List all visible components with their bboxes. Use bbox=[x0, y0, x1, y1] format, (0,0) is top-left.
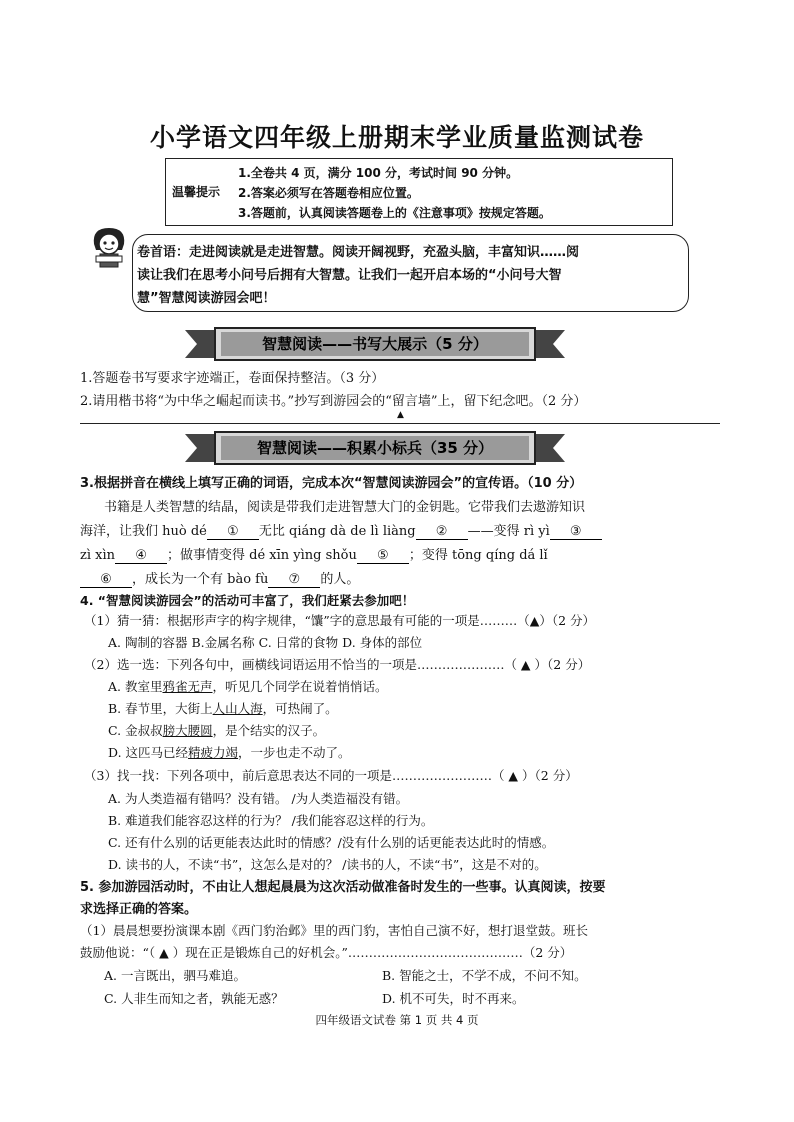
pinyin-text: ；变得 tōng qíng dá lǐ bbox=[408, 548, 548, 563]
option-c: C. 人非生而知之者，孰能无惑？ bbox=[104, 991, 284, 1006]
option-c: C. 还有什么别的话更能表达此时的情感？/没有什么别的话更能表达此时的情感。 bbox=[108, 835, 555, 850]
question-3-line bbox=[80, 520, 602, 540]
pinyin-text: 的人。 bbox=[320, 572, 360, 587]
page-title: 小学语文四年级上册期末学业质量监测试卷 bbox=[149, 123, 644, 152]
option-b: B. 难道我们能容忍这样的行为？ /我们能容忍这样的行为。 bbox=[108, 813, 434, 828]
option-a: A. 一言既出，驷马难追。 bbox=[104, 968, 246, 983]
answer-blank[interactable]: ⑥ bbox=[80, 572, 132, 588]
answer-blank[interactable]: ⑦ bbox=[268, 572, 320, 588]
tip-item: 2.答案必须写在答题卷相应位置。 bbox=[238, 186, 419, 200]
underlined-word: 精疲力竭 bbox=[188, 745, 239, 760]
answer-blank[interactable]: ② bbox=[416, 524, 468, 540]
question-5-1-stem: （1）晨晨想要扮演课本剧《西门豹治邺》里的西门豹，害怕自己演不好，想打退堂鼓。班长 bbox=[80, 923, 588, 938]
intro-line: 卷首语：走进阅读就是走进智慧。阅读开阔视野，充盈头脑，丰富知识……阅 bbox=[137, 245, 580, 260]
answer-blank[interactable]: ③ bbox=[550, 524, 602, 540]
section-banner bbox=[185, 326, 565, 362]
page-footer: 四年级语文试卷 第 1 页 共 4 页 bbox=[315, 1013, 479, 1027]
underlined-word: 鸦雀无声 bbox=[162, 679, 213, 694]
pinyin-text: ，成长为一个有 bào fù bbox=[132, 572, 269, 587]
option-d: D. 机不可失，时不再来。 bbox=[382, 991, 525, 1006]
answer-blank[interactable]: ① bbox=[207, 524, 259, 540]
option-d: D. 读书的人，不读“书”，这怎么是对的？ /读书的人，不读“书”，这是不对的。 bbox=[108, 857, 547, 872]
option-c: C. 金叔叔膀大腰圆，是个结实的汉子。 bbox=[108, 723, 326, 738]
tip-item: 3.答题前，认真阅读答题卷上的《注意事项》按规定答题。 bbox=[238, 206, 551, 220]
triangle-marker-icon: ▲ bbox=[397, 410, 404, 420]
question-5-stem: 5. 参加游园活动时，不由让人想起晨晨为这次活动做准备时发生的一些事。认真阅读，按要 bbox=[80, 880, 606, 895]
pinyin-text: ——变得 rì yì bbox=[467, 524, 550, 539]
question-5-1-stem: 鼓励他说：“（ ▲ ）现在正是锻炼自己的好机会。”……………………………………（2 分） bbox=[80, 945, 573, 960]
question-4-1-stem: （1）猜一猜：根据形声字的构字规律，“馕”字的意思最有可能的一项是………（▲）（2 分） bbox=[84, 613, 596, 628]
option-b: B. 春节里，大街上人山人海，可热闹了。 bbox=[108, 701, 338, 716]
question-4-3-stem: （3）找一找：下列各项中，前后意思表达不同的一项是……………………（ ▲ ）（2 分） bbox=[84, 768, 578, 783]
option-a: A. 为人类造福有错吗？没有错。 /为人类造福没有错。 bbox=[108, 791, 409, 806]
question-3-line bbox=[80, 544, 548, 564]
option-b: B. 智能之士，不学不成，不问不知。 bbox=[382, 968, 587, 983]
question-2: 2.请用楷书将“为中华之崛起而读书。”抄写到游园会的“留言墙”上，留下纪念吧。（2 分） bbox=[80, 394, 587, 409]
question-1: 1.答题卷书写要求字迹端正，卷面保持整洁。（3 分） bbox=[80, 371, 385, 386]
pinyin-text: 无比 qiáng dà de lì liàng bbox=[258, 524, 416, 539]
question-5-stem: 求选择正确的答案。 bbox=[80, 902, 198, 917]
question-4-stem: 4. “智慧阅读游园会”的活动可丰富了，我们赶紧去参加吧！ bbox=[80, 593, 415, 608]
tips-label: 温馨提示 bbox=[172, 185, 221, 199]
answer-blank[interactable]: ④ bbox=[115, 548, 167, 564]
pinyin-text: ；做事情变得 dé xīn yìng shǒu bbox=[167, 548, 357, 563]
pinyin-text: 海洋，让我们 huò dé bbox=[80, 524, 207, 539]
question-4-2-stem: （2）选一选：下列各句中，画横线词语运用不恰当的一项是…………………（ ▲ ）（2 分） bbox=[84, 657, 591, 672]
intro-bubble bbox=[132, 234, 689, 312]
option-a: A. 教室里鸦雀无声，听见几个同学在说着悄悄话。 bbox=[108, 679, 388, 694]
divider-line bbox=[80, 423, 720, 424]
section-banner bbox=[185, 430, 565, 466]
intro-line: 读让我们在思考小问号后拥有大智慧。让我们一起开启本场的“小问号大智 bbox=[137, 268, 562, 283]
question-3-stem: 3.根据拼音在横线上填写正确的词语，完成本次“智慧阅读游园会”的宣传语。（10 分） bbox=[80, 476, 583, 491]
pinyin-text: zì xìn bbox=[80, 548, 116, 563]
underlined-word: 人山人海 bbox=[212, 701, 263, 716]
question-3-line: 书籍是人类智慧的结晶，阅读是带我们走进智慧大门的金钥匙。它带我们去遨游知识 bbox=[104, 500, 586, 515]
option-d: D. 这匹马已经精疲力竭，一步也走不动了。 bbox=[108, 745, 351, 760]
underlined-word: 膀大腰圆 bbox=[162, 723, 213, 738]
tips-box bbox=[165, 158, 673, 226]
intro-line: 慧”智慧阅读游园会吧！ bbox=[137, 291, 276, 306]
question-4-1-options: A. 陶制的容器 B.金属名称 C. 日常的食物 D. 身体的部位 bbox=[108, 635, 423, 650]
question-3-line bbox=[80, 568, 359, 588]
answer-blank[interactable]: ⑤ bbox=[357, 548, 409, 564]
cartoon-girl-icon bbox=[86, 224, 132, 270]
section-title: 智慧阅读——书写大展示（5 分） bbox=[262, 335, 488, 353]
tip-item: 1.全卷共 4 页，满分 100 分，考试时间 90 分钟。 bbox=[238, 166, 519, 180]
section-title: 智慧阅读——积累小标兵（35 分） bbox=[256, 439, 494, 457]
